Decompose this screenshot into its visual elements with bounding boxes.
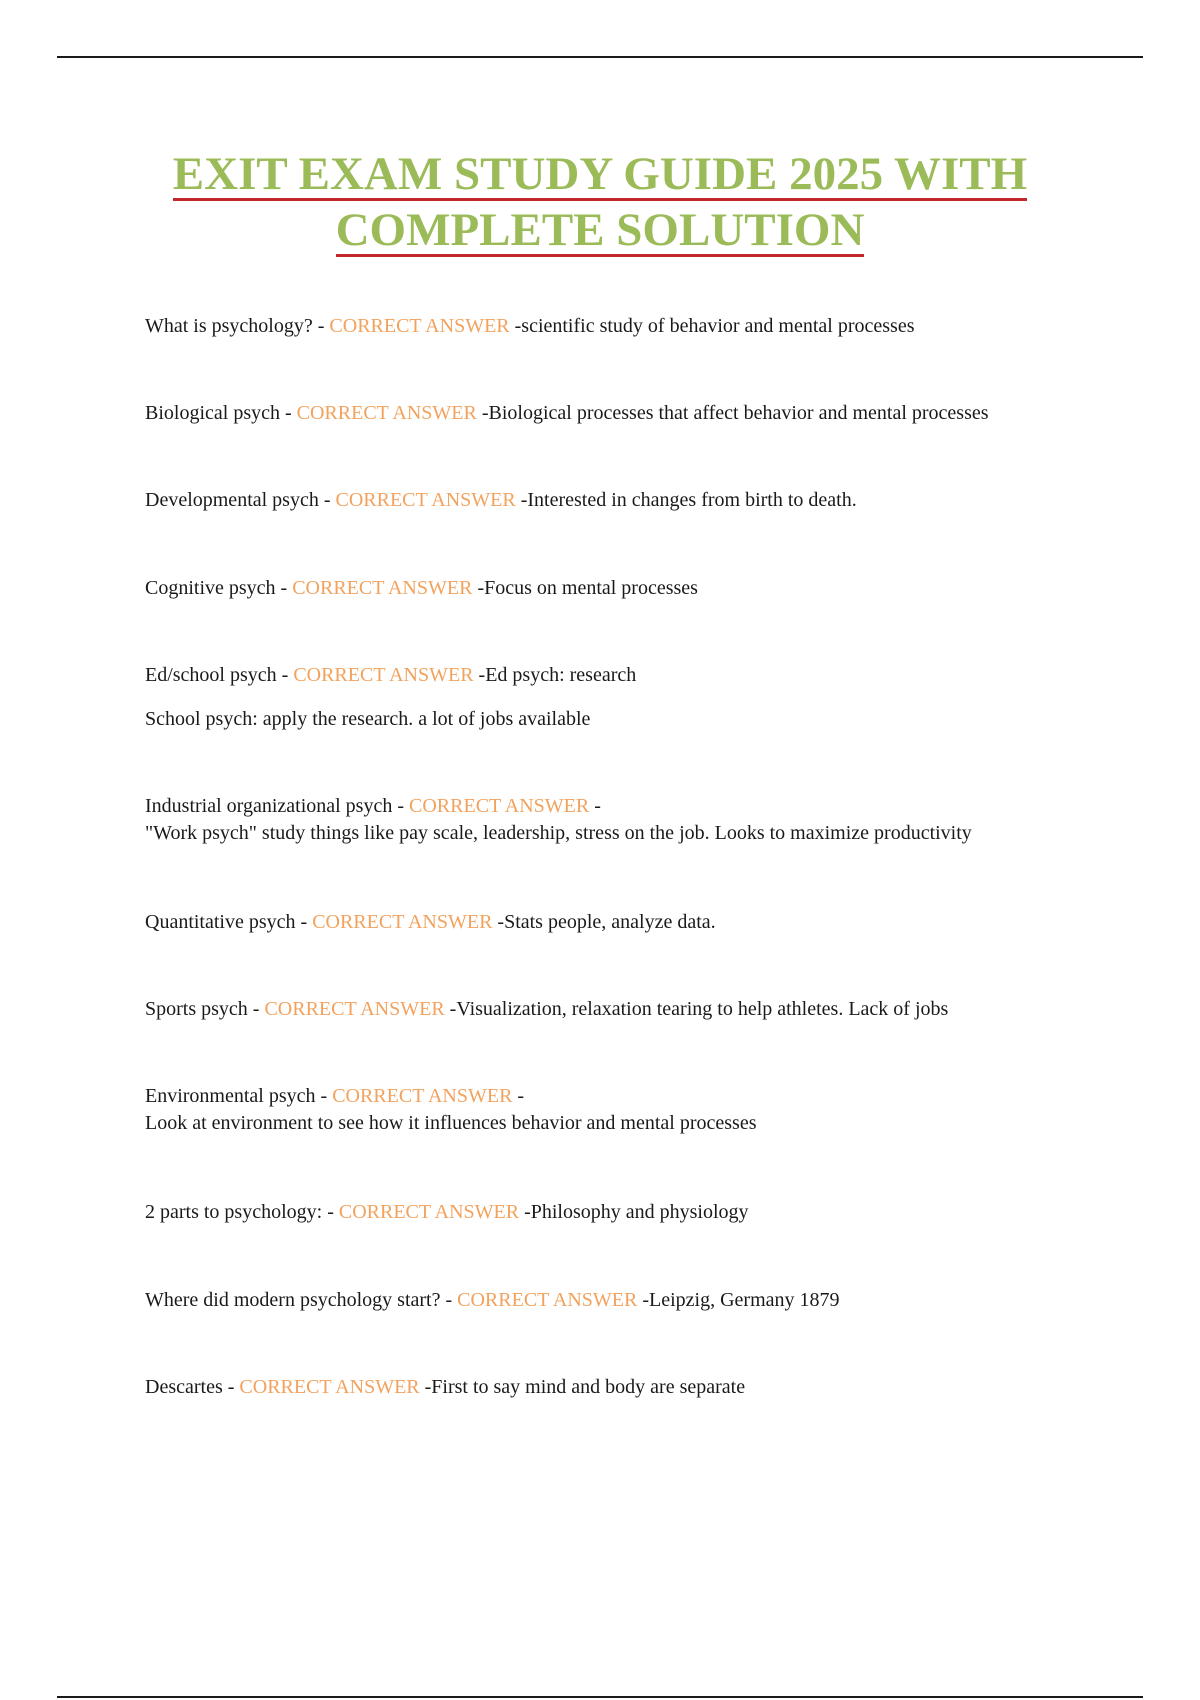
question-text: Descartes - [145, 1376, 240, 1398]
question-text: Quantitative psych - [145, 911, 313, 933]
answer-marker: CORRECT ANSWER [335, 489, 516, 511]
answer-marker: CORRECT ANSWER [292, 577, 473, 599]
answer-text: - [512, 1085, 525, 1107]
answer-text: -Interested in changes from birth to death. [515, 489, 857, 511]
answer-text: -First to say mind and body are separate [419, 1376, 746, 1398]
question-text: Developmental psych - [145, 489, 336, 511]
answer-text: -Philosophy and physiology [519, 1201, 749, 1223]
answer-marker: CORRECT ANSWER [457, 1289, 638, 1311]
qa-item [145, 487, 857, 514]
question-text: Industrial organizational psych - [145, 795, 410, 817]
qa-item [145, 1083, 756, 1137]
answer-marker: CORRECT ANSWER [329, 315, 510, 337]
answer-text: -Visualization, relaxation tearing to help athletes. Lack of jobs [444, 998, 949, 1020]
answer-text: -Leipzig, Germany 1879 [637, 1289, 840, 1311]
answer-continuation: Look at environment to see how it influences behavior and mental processes [145, 1112, 757, 1134]
qa-item [145, 313, 915, 340]
answer-text: -Stats people, analyze data. [492, 911, 716, 933]
qa-item [145, 1287, 840, 1314]
answer-continuation: School psych: apply the research. a lot of jobs available [145, 708, 591, 730]
qa-item [145, 662, 636, 733]
question-text: 2 parts to psychology: - [145, 1201, 339, 1223]
qa-item [145, 1374, 745, 1401]
question-text: Cognitive psych - [145, 577, 293, 599]
title-line-1: EXIT EXAM STUDY GUIDE 2025 WITH [172, 148, 1028, 200]
bottom-rule [57, 1696, 1143, 1698]
answer-marker: CORRECT ANSWER [293, 664, 474, 686]
answer-text: - [589, 795, 601, 817]
answer-text: -scientific study of behavior and mental processes [509, 315, 915, 337]
answer-marker: CORRECT ANSWER [312, 911, 493, 933]
qa-item [145, 400, 989, 427]
qa-item [145, 575, 698, 602]
question-text: What is psychology? - [145, 315, 330, 337]
answer-marker: CORRECT ANSWER [409, 795, 590, 817]
top-rule [57, 56, 1143, 58]
answer-marker: CORRECT ANSWER [332, 1085, 513, 1107]
question-text: Sports psych - [145, 998, 265, 1020]
answer-continuation: "Work psych" study things like pay scale, leadership, stress on the job. Looks to maximize productivity [145, 822, 972, 844]
question-text: Ed/school psych - [145, 664, 294, 686]
answer-marker: CORRECT ANSWER [338, 1201, 520, 1223]
question-text: Biological psych - [145, 402, 297, 424]
answer-marker: CORRECT ANSWER [264, 998, 445, 1020]
title-line-2: COMPLETE SOLUTION [335, 204, 865, 256]
answer-marker: CORRECT ANSWER [239, 1376, 420, 1398]
question-text: Where did modern psychology start? - [145, 1289, 458, 1311]
document-title [0, 146, 1200, 258]
answer-marker: CORRECT ANSWER [296, 402, 477, 424]
qa-item [145, 793, 972, 847]
answer-text: -Ed psych: research [473, 664, 637, 686]
answer-text: -Biological processes that affect behavior and mental processes [476, 402, 989, 424]
qa-item [145, 909, 716, 936]
answer-text: -Focus on mental processes [472, 577, 698, 599]
question-text: Environmental psych - [145, 1085, 333, 1107]
qa-item [145, 1199, 749, 1226]
qa-item [145, 996, 948, 1023]
